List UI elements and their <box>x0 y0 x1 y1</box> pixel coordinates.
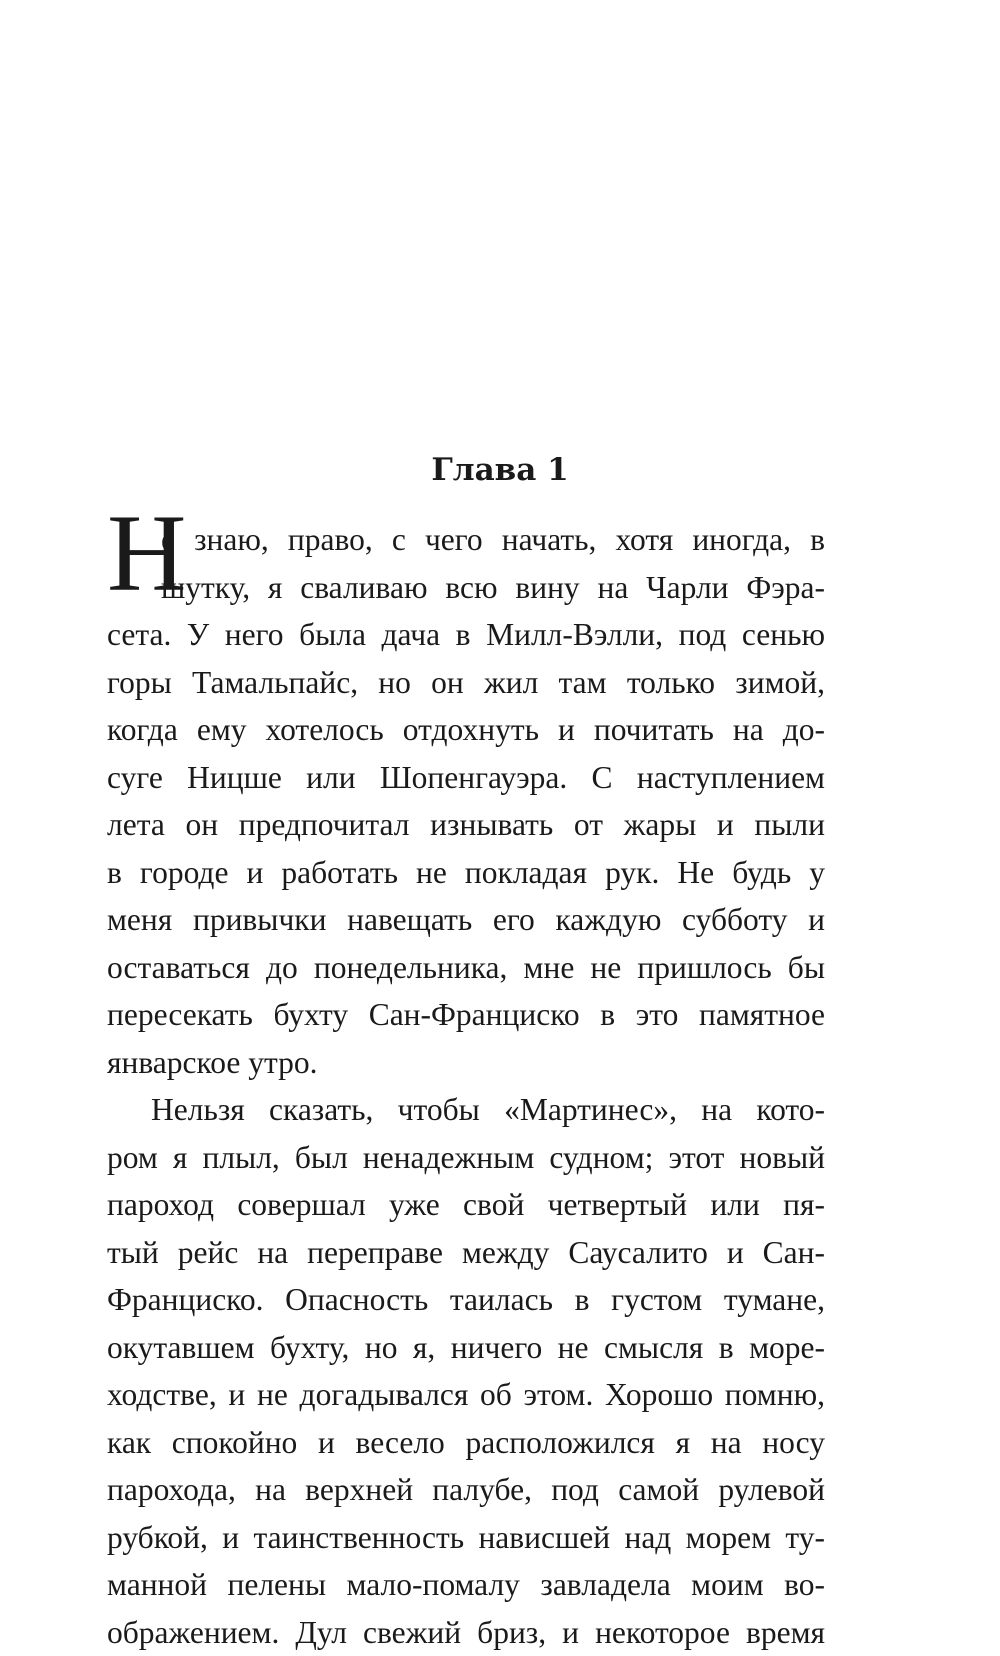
text-line: в городе и работать не покладая рук. Не будь у <box>107 849 825 897</box>
body-text <box>107 516 825 1656</box>
drop-cap: Н <box>107 503 186 603</box>
text-line: лета он предпочитал изнывать от жары и пыли <box>107 801 825 849</box>
text-line: горы Тамальпайс, но он жил там только зимой, <box>107 659 825 707</box>
text-line: пересекать бухту Сан-Франциско в это памятное <box>107 991 825 1039</box>
text-line: январское утро. <box>107 1039 825 1087</box>
text-line: меня привычки навещать его каждую субботу и <box>107 896 825 944</box>
text-line: парохода, на верхней палубе, под самой рулевой <box>107 1466 825 1514</box>
text-line: манной пелены мало-помалу завладела моим во- <box>107 1561 825 1609</box>
text-line: ображением. Дул свежий бриз, и некоторое время <box>107 1609 825 1656</box>
text-line: Франциско. Опасность таилась в густом тумане, <box>107 1276 825 1324</box>
text-line: ходстве, и не догадывался об этом. Хорошо помню, <box>107 1371 825 1419</box>
text-line: суге Ницше или Шопенгауэра. С наступлением <box>107 754 825 802</box>
text-line: окутавшем бухту, но я, ничего не смысля в море- <box>107 1324 825 1372</box>
text-line: оставаться до понедельника, мне не пришлось бы <box>107 944 825 992</box>
text-line: е знаю, право, с чего начать, хотя иногда, в <box>107 516 825 564</box>
text-line: пароход совершал уже свой четвертый или пя- <box>107 1181 825 1229</box>
text-line: как спокойно и весело расположился я на носу <box>107 1419 825 1467</box>
text-line: ром я плыл, был ненадежным судном; этот новый <box>107 1134 825 1182</box>
text-line: сета. У него была дача в Милл-Вэлли, под сенью <box>107 611 825 659</box>
chapter-title: Глава 1 <box>0 452 1000 488</box>
text-line: рубкой, и таинственность нависшей над морем ту- <box>107 1514 825 1562</box>
text-line: шутку, я сваливаю всю вину на Чарли Фэра- <box>107 564 825 612</box>
text-line: когда ему хотелось отдохнуть и почитать на до- <box>107 706 825 754</box>
text-line: Нельзя сказать, чтобы «Мартинес», на кото- <box>107 1086 825 1134</box>
text-line: тый рейс на переправе между Саусалито и Сан- <box>107 1229 825 1277</box>
